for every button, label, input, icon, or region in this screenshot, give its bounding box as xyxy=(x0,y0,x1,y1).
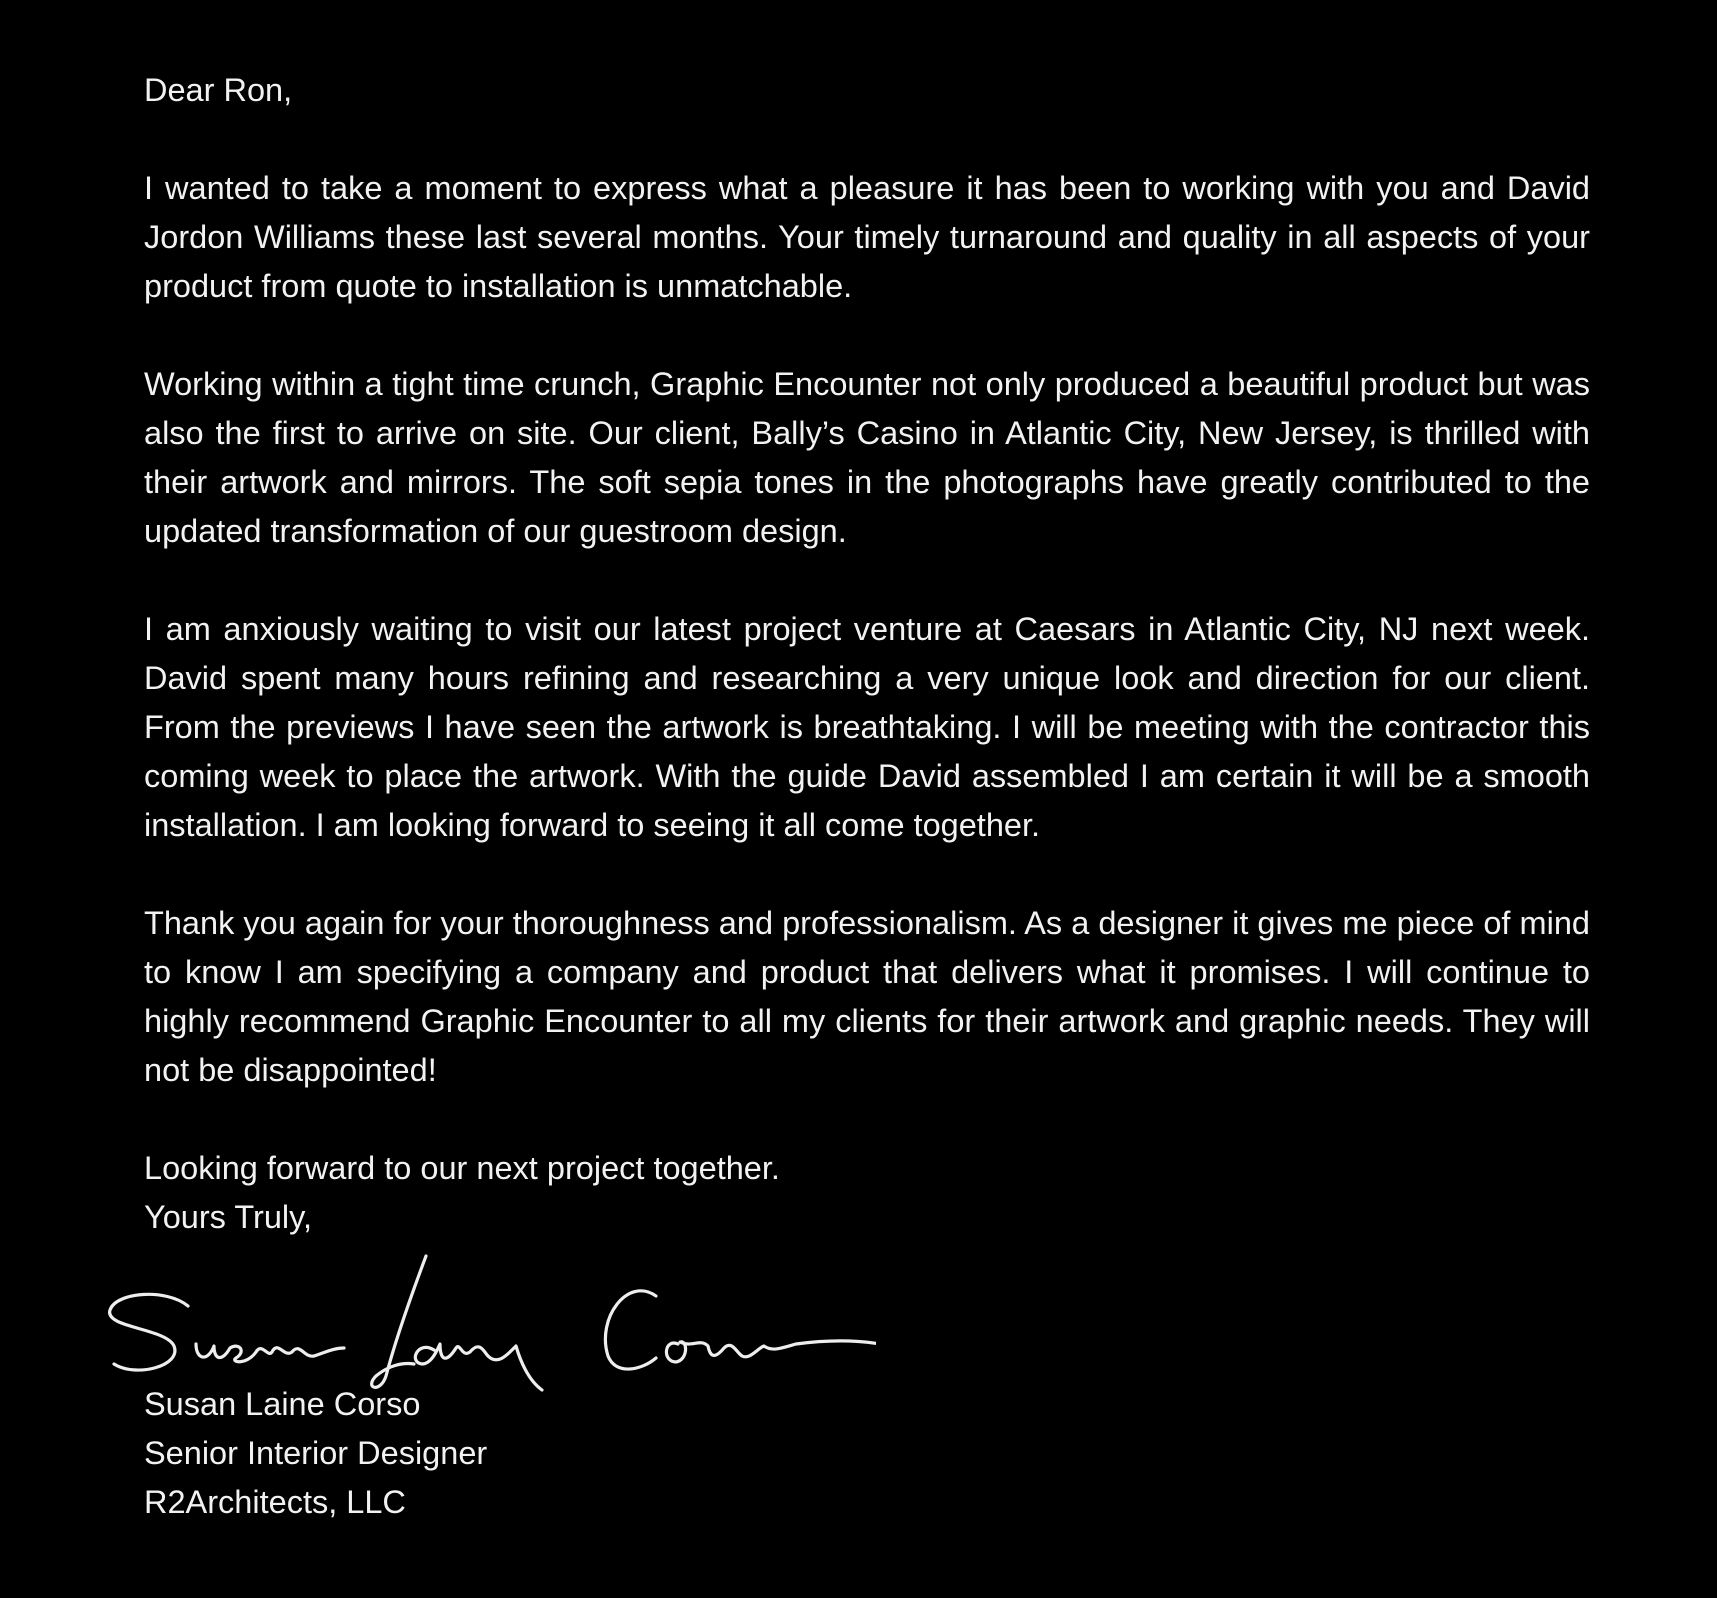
paragraph-thanks: Thank you again for your thoroughness and professionalism. As a designer it gives me piece of mind to know I am specifying a company and product that delivers what it promises. I will continue to highly recommend Graphic Encounter to all my clients for their artwork and graphic needs. They will not be disappointed! xyxy=(144,905,1590,1088)
letter-body xyxy=(144,66,1590,1527)
signature-block xyxy=(144,1380,1590,1527)
paragraph-caesars: I am anxiously waiting to visit our latest project venture at Caesars in Atlantic City, NJ next week. David spent many hours refining and researching a very unique look and direction for our client. From the previews I have seen the artwork is breathtaking. I will be meeting with the contractor this coming week to place the artwork. With the guide David assembled I am certain it will be a smooth installation. I am looking forward to seeing it all come together. xyxy=(144,611,1590,843)
signer-title: Senior Interior Designer xyxy=(144,1435,488,1471)
signer-name: Susan Laine Corso xyxy=(144,1386,421,1422)
closing-line: Looking forward to our next project together. xyxy=(144,1150,780,1186)
salutation: Dear Ron, xyxy=(144,72,293,108)
handwritten-signature xyxy=(96,1248,876,1398)
closing xyxy=(144,1144,1590,1242)
paragraph-ballys: Working within a tight time crunch, Graphic Encounter not only produced a beautiful product but was also the first to arrive on site. Our client, Bally’s Casino in Atlantic City, New Jersey, is thrilled with their artwork and mirrors. The soft sepia tones in the photographs have greatly contributed to the updated transformation of our guestroom design. xyxy=(144,366,1590,549)
signer-company: R2Architects, LLC xyxy=(144,1484,406,1520)
paragraph-intro: I wanted to take a moment to express what a pleasure it has been to working with you and David Jordon Williams these last several months. Your timely turnaround and quality in all aspects of your product from quote to installation is unmatchable. xyxy=(144,170,1590,304)
valediction: Yours Truly, xyxy=(144,1199,312,1235)
